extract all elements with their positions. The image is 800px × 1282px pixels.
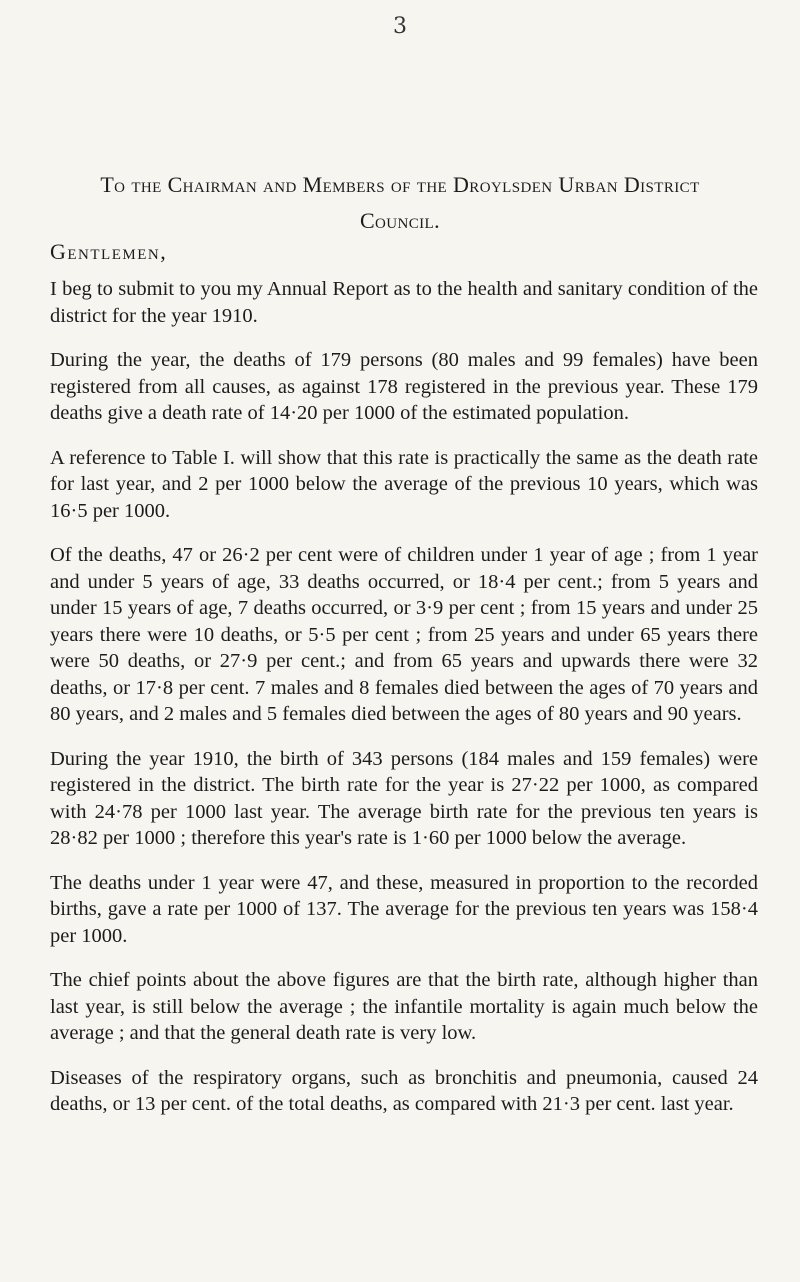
paragraph-infant-deaths: The deaths under 1 year were 47, and these, measured in proportion to the recorded births, gave a rate per 1000 of 137. The average for the previous ten years was 158·4 per 1000. — [50, 871, 758, 947]
paragraph-respiratory-diseases: Diseases of the respiratory organs, such as bronchitis and pneumonia, caused 24 deaths, or 13 per cent. of the total deaths, as compared with 21·3 per cent. last year. — [50, 1066, 758, 1115]
salutation: Gentlemen, — [50, 239, 168, 264]
paragraph-births: During the year 1910, the birth of 343 persons (184 males and 159 females) were registered in the district. The birth rate for the year is 27·22 per 1000, as compared with 24·78 per 1000 last year. The average birth rate for the previous ten years is 28·82 per 1000 ; therefore this year's rate is 1·60 per 1000 below the average. — [50, 747, 758, 849]
paragraph-deaths: During the year, the deaths of 179 persons (80 males and 99 females) have been registered from all causes, as against 178 registered in the previous year. These 179 deaths give a death rate of 14·20 per 1000 of the estimated population. — [50, 349, 758, 424]
paragraph-introduction: I beg to submit to you my Annual Report as to the health and sanitary condition of the district for the year 1910. — [50, 278, 758, 327]
paragraph-deaths-by-age: Of the deaths, 47 or 26·2 per cent were of children under 1 year of age ; from 1 year and under 5 years of age, 33 deaths occurred, or 18·4 per cent.; from 5 years and under 15 years of age, 7 deaths occurred, or 3·9 per cent ; from 15 years and under 25 years there were 10 deaths, or 5·5 per cent ; from 25 years and under 65 years there were 50 deaths, or 27·9 per cent.; and from 65 years and upwards there were 32 deaths, or 17·8 per cent. 7 males and 8 females died between the ages of 70 years and 80 years, and 2 males and 5 females died between the ages of 80 years and 90 years. — [50, 544, 758, 725]
report-body — [50, 276, 758, 1136]
report-heading: To the Chairman and Members of the Droylsden Urban District Council. — [100, 172, 700, 233]
paragraph-table-reference: A reference to Table I. will show that this rate is practically the same as the death rate for last year, and 2 per 1000 below the average of the previous 10 years, which was 16·5 per 1000. — [50, 446, 758, 522]
paragraph-chief-points: The chief points about the above figures are that the birth rate, although higher than last year, is still below the average ; the infantile mortality is again much below the average ; and that the general death rate is very low. — [50, 969, 758, 1044]
page-number: 3 — [393, 14, 407, 39]
